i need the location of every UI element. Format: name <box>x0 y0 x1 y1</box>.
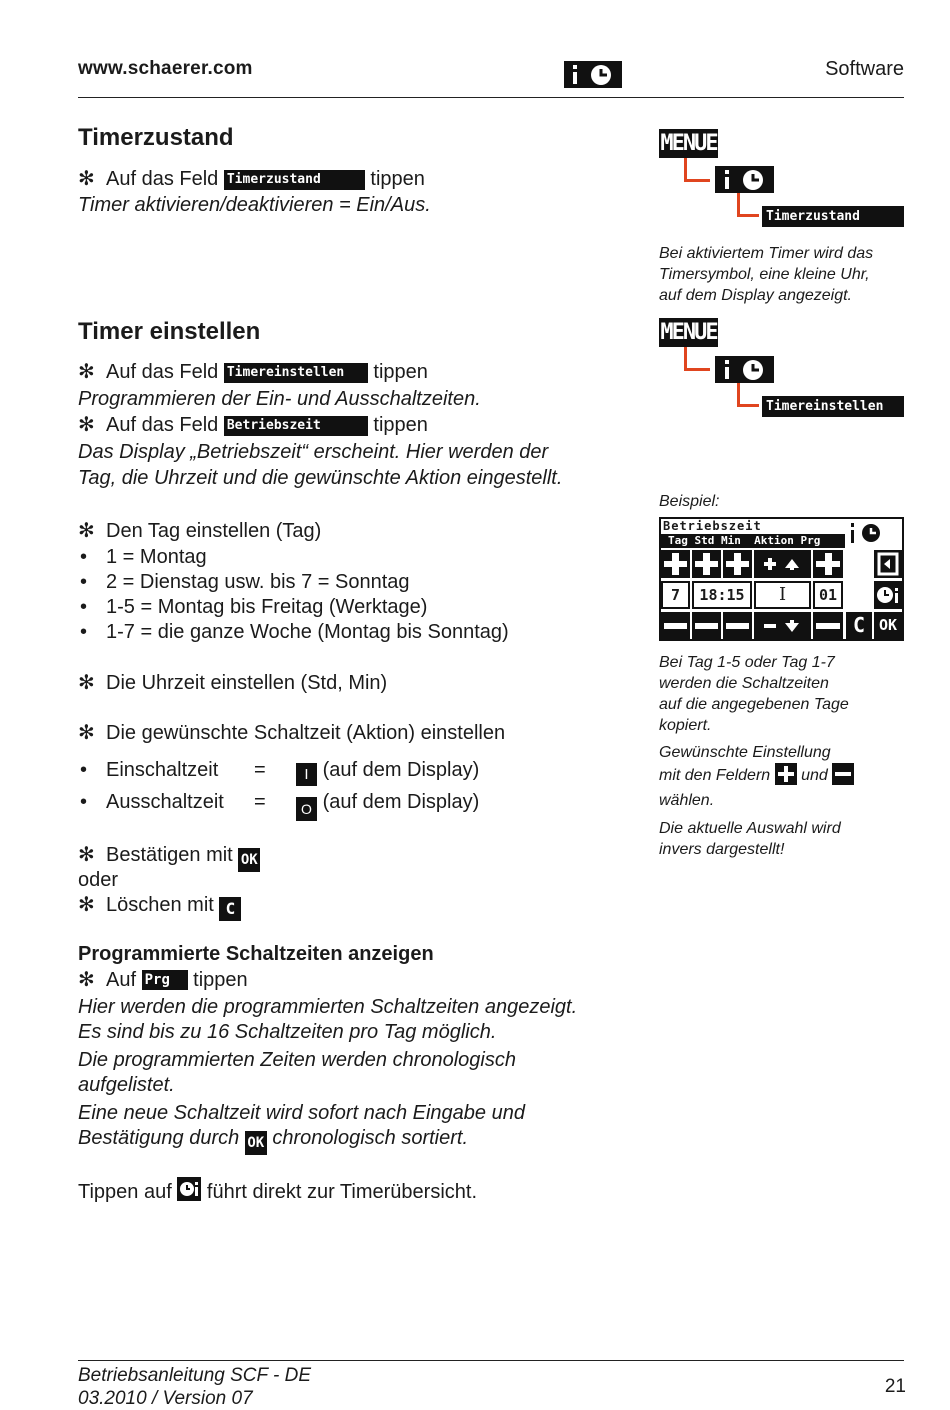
plus-button[interactable] <box>723 550 752 578</box>
description: Die programmierten Zeiten werden chronologisch <box>78 1049 516 1071</box>
plus-button[interactable] <box>661 550 690 578</box>
action-value[interactable]: I <box>754 581 811 609</box>
description: Es sind bis zu 16 Schaltzeiten pro Tag möglich. <box>78 1021 497 1043</box>
instruction-line: ✻ Löschen mit C <box>78 892 241 921</box>
side-note: Bei aktiviertem Timer wird das Timersymbol, eine kleine Uhr, auf dem Display angezeigt. <box>659 245 874 304</box>
instruction-line: ✻ Auf das Feld Timereinstellen tippen <box>78 361 428 383</box>
asterisk-icon: ✻ <box>78 520 95 542</box>
instruction-line: ✻ Den Tag einstellen (Tag) <box>78 520 322 542</box>
description: Eine neue Schaltzeit wird sofort nach Eingabe und <box>78 1102 525 1124</box>
description: Timer aktivieren/deaktivieren = Ein/Aus. <box>78 194 431 216</box>
minus-down-button[interactable] <box>754 612 811 639</box>
clock-info-icon[interactable] <box>874 581 902 609</box>
description: Programmieren der Ein- und Ausschaltzeiten. <box>78 388 481 410</box>
list-item: • Ausschaltzeit = O (auf dem Display) <box>78 789 479 821</box>
ok-button[interactable]: OK <box>245 1131 267 1155</box>
plus-button[interactable] <box>692 550 721 578</box>
timer-clock-icon <box>564 61 622 88</box>
asterisk-icon: ✻ <box>78 844 95 866</box>
header-rule <box>78 97 904 98</box>
section-title-schaltzeiten: Programmierte Schaltzeiten anzeigen <box>78 943 434 965</box>
menue-button: MENUE <box>660 320 717 345</box>
asterisk-icon: ✻ <box>78 361 95 383</box>
list-item: • 1-5 = Montag bis Freitag (Werktage) <box>80 596 428 618</box>
side-note: wählen. <box>659 792 715 809</box>
asterisk-icon: ✻ <box>78 894 95 916</box>
plus-button[interactable] <box>813 550 843 578</box>
timerzustand-field: Timerzustand <box>762 206 904 227</box>
minus-button[interactable] <box>723 612 752 639</box>
list-item: • 1 = Montag <box>80 546 207 568</box>
day-value[interactable]: 7 <box>661 581 690 609</box>
header-site: www.schaerer.com <box>78 58 253 79</box>
c-button[interactable]: C <box>846 612 872 639</box>
side-note: Gewünschte Einstellung <box>659 744 831 761</box>
description: Hier werden die programmierten Schaltzeiten angezeigt. <box>78 996 578 1018</box>
side-note: mit den Feldern und <box>659 763 854 786</box>
timer-clock-icon <box>715 356 774 383</box>
display-columns: Tag Std Min Aktion Prg <box>661 534 845 548</box>
list-item: • Einschaltzeit = I (auf dem Display) <box>78 757 479 786</box>
description: Das Display „Betriebszeit“ erscheint. Hier werden der <box>78 441 549 463</box>
footer-doc: Betriebsanleitung SCF - DE 03.2010 / Version 07 <box>78 1365 312 1409</box>
back-icon[interactable] <box>874 550 902 578</box>
betriebszeit-field[interactable]: Betriebszeit <box>224 416 368 436</box>
on-button[interactable]: I <box>296 763 317 786</box>
off-button[interactable]: O <box>296 797 317 821</box>
list-item: • 2 = Dienstag usw. bis 7 = Sonntag <box>80 571 410 593</box>
text-oder: oder <box>78 869 119 891</box>
asterisk-icon: ✻ <box>78 672 95 694</box>
c-button[interactable]: C <box>219 897 241 921</box>
instruction-line: ✻ Auf das Feld Timerzustand tippen <box>78 168 425 190</box>
example-label: Beispiel: <box>659 493 720 510</box>
description: aufgelistet. <box>78 1074 175 1096</box>
footer-rule <box>78 1360 904 1361</box>
bullet-icon: • <box>80 596 88 618</box>
instruction-line: ✻ Bestätigen mit OK <box>78 842 260 872</box>
arrow-line <box>684 179 710 182</box>
display-title: Betriebszeit <box>663 519 762 533</box>
list-item: • 1-7 = die ganze Woche (Montag bis Sonntag) <box>80 621 509 643</box>
section-title-timer-einstellen: Timer einstellen <box>78 318 261 345</box>
instruction-line: ✻ Die Uhrzeit einstellen (Std, Min) <box>78 672 388 694</box>
prg-button[interactable]: Prg <box>142 970 188 990</box>
instruction-line: ✻ Auf das Feld Betriebszeit tippen <box>78 414 428 436</box>
asterisk-icon: ✻ <box>78 414 95 436</box>
minus-button[interactable] <box>813 612 843 639</box>
header-section: Software <box>825 58 904 80</box>
arrow-line <box>737 214 759 217</box>
asterisk-icon: ✻ <box>78 722 95 744</box>
minus-button[interactable] <box>692 612 721 639</box>
bullet-icon: • <box>80 791 88 813</box>
plus-icon <box>775 763 797 785</box>
asterisk-icon: ✻ <box>78 168 95 190</box>
bullet-icon: • <box>80 759 88 781</box>
timerzustand-field[interactable]: Timerzustand <box>224 170 365 190</box>
timereinstellen-field: Timereinstellen <box>762 396 904 417</box>
asterisk-icon: ✻ <box>78 969 95 991</box>
ok-button[interactable]: OK <box>874 612 902 639</box>
minus-button[interactable] <box>661 612 690 639</box>
description: Bestätigung durch OK chronologisch sortiert. <box>78 1125 468 1155</box>
plus-up-button[interactable] <box>754 550 811 578</box>
page-number: 21 <box>884 1376 906 1397</box>
timer-clock-icon <box>715 166 774 193</box>
ok-button[interactable]: OK <box>238 848 260 872</box>
side-note: Bei Tag 1-5 oder Tag 1-7 werden die Schaltzeiten auf die angegebenen Tage kopiert. <box>659 654 849 734</box>
timer-clock-icon <box>847 520 888 547</box>
clock-info-icon[interactable] <box>177 1177 201 1201</box>
bullet-icon: • <box>80 621 88 643</box>
instruction-line: ✻ Die gewünschte Schaltzeit (Aktion) einstellen <box>78 722 506 744</box>
instruction-line: Tippen auf führt direkt zur Timerübersicht. <box>78 1177 477 1205</box>
prg-value[interactable]: 01 <box>813 581 843 609</box>
side-note: Die aktuelle Auswahl wird invers dargestellt! <box>659 820 841 858</box>
timereinstellen-field[interactable]: Timereinstellen <box>224 363 368 383</box>
arrow-line <box>737 404 759 407</box>
description: Tag, die Uhrzeit und die gewünschte Aktion eingestellt. <box>78 467 563 489</box>
minus-icon <box>832 763 854 785</box>
section-title-timerzustand: Timerzustand <box>78 124 234 151</box>
instruction-line: ✻ Auf Prg tippen <box>78 969 248 991</box>
bullet-icon: • <box>80 571 88 593</box>
arrow-line <box>684 368 710 371</box>
display-example <box>659 517 904 641</box>
menue-button: MENUE <box>660 131 717 156</box>
time-value[interactable]: 18:15 <box>692 581 752 609</box>
bullet-icon: • <box>80 546 88 568</box>
